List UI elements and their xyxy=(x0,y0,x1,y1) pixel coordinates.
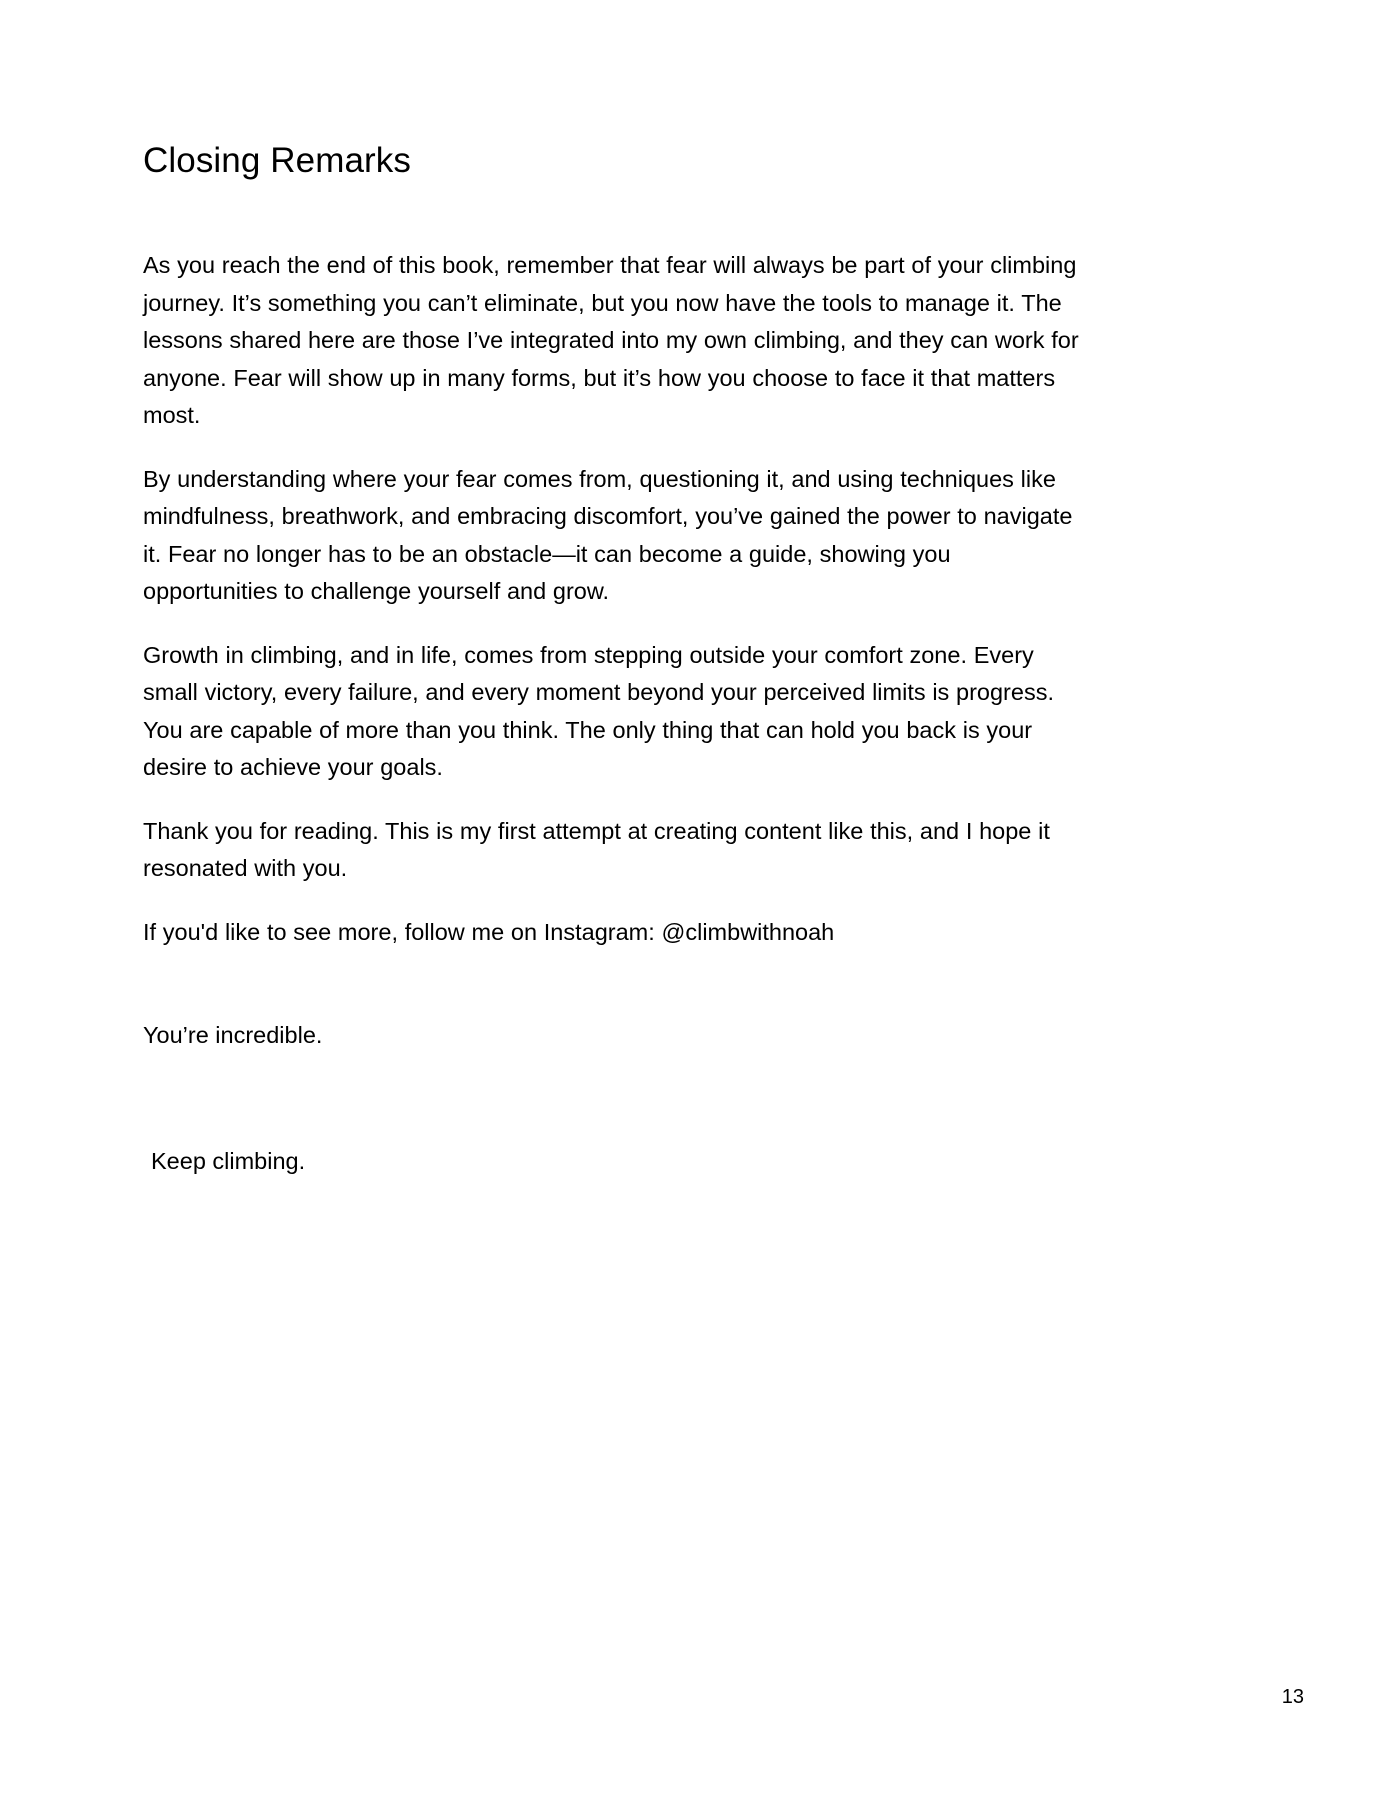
page-number: 13 xyxy=(1281,1686,1304,1708)
closing-line-signoff: Keep climbing. xyxy=(151,1147,306,1174)
closing-lines xyxy=(143,1017,1088,1180)
closing-line-encouragement: You’re incredible. xyxy=(143,1022,323,1048)
paragraph: Thank you for reading. This is my first attempt at creating content like this, and I hope it resonated with you. xyxy=(143,817,1050,881)
page-title: Closing Remarks xyxy=(143,141,411,180)
paragraph-instagram-handle: If you'd like to see more, follow me on Instagram: @climbwithnoah xyxy=(143,918,835,945)
paragraph: By understanding where your fear comes from, questioning it, and using techniques like mindfulness, breathwork, and embracing discomfort, you’ve gained the power to navigate it. Fear no longer has to be an obstacle—it can become a guide, showing you opportunities to challenge yourself and grow. xyxy=(143,465,1073,604)
document-content xyxy=(143,0,1088,1180)
paragraph: As you reach the end of this book, remember that fear will always be part of your climbing journey. It’s something you can’t eliminate, but you now have the tools to manage it. The lessons shared here are those I’ve integrated into my own climbing, and they can work for anyone. Fear will show up in many forms, but it’s how you choose to face it that matters most. xyxy=(143,252,1079,428)
paragraph: Growth in climbing, and in life, comes from stepping outside your comfort zone. Every small victory, every failure, and every moment beyond your perceived limits is progress. You are capable of more than you think. The only thing that can hold you back is your desire to achieve your goals. xyxy=(143,641,1054,780)
body-paragraphs xyxy=(143,247,1088,951)
